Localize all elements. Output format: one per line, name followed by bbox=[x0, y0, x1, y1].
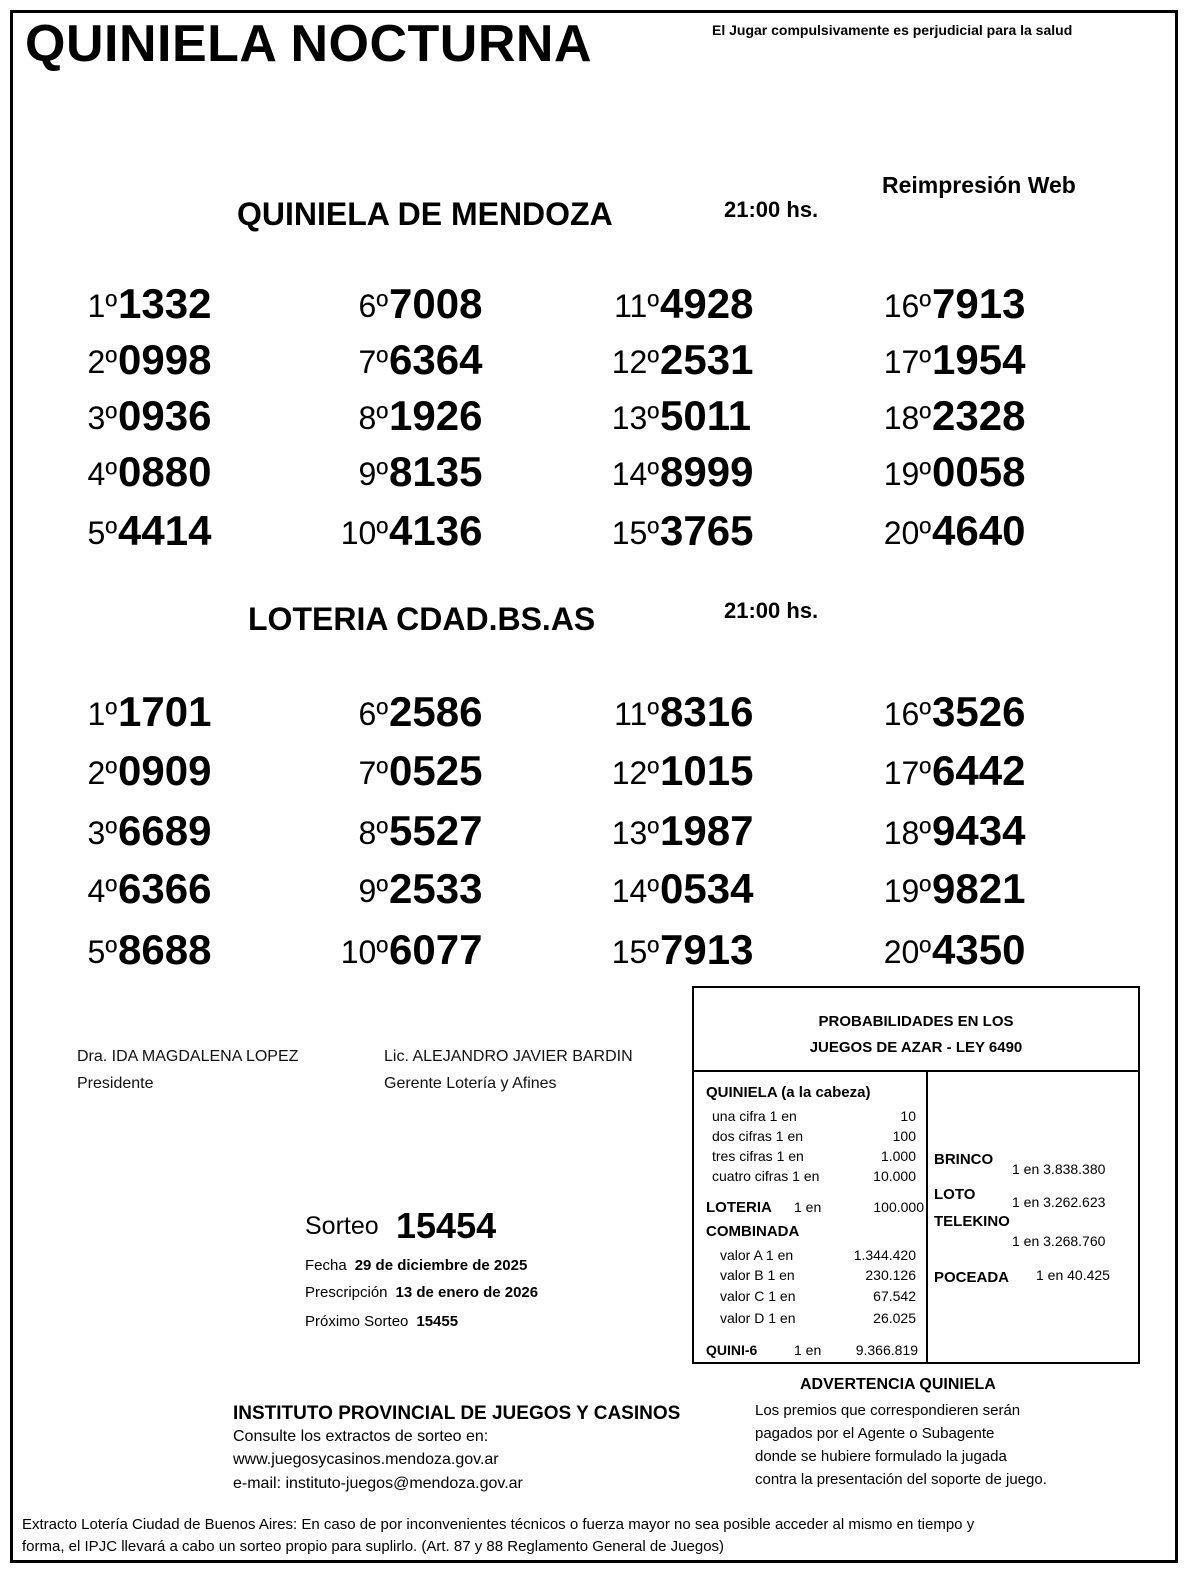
sorteo-number: 15454 bbox=[396, 1205, 497, 1246]
result-number: 2586 bbox=[389, 688, 483, 735]
quini6-odds-label: QUINI-6 bbox=[706, 1342, 758, 1358]
result-number: 4414 bbox=[118, 507, 212, 554]
result-position: 7º bbox=[358, 755, 388, 791]
result-position: 12º bbox=[611, 344, 659, 380]
result-position: 20º bbox=[883, 934, 931, 970]
brinco-odds-label: BRINCO bbox=[934, 1151, 994, 1168]
combinada-odds-row-value: 1.344.420 bbox=[853, 1247, 916, 1263]
result-number: 0525 bbox=[389, 747, 483, 794]
loteria-odds-label: LOTERIA bbox=[706, 1199, 772, 1216]
footer-note-line-2: forma, el IPJC llevará a cabo un sorteo propio para suplirlo. (Art. 87 y 88 Reglamento General de Juegos) bbox=[22, 1538, 725, 1555]
combinada-odds-row-value: 67.542 bbox=[873, 1288, 916, 1304]
brinco-odds-value: 1 en 3.838.380 bbox=[1012, 1161, 1106, 1177]
result-number: 6442 bbox=[932, 747, 1026, 794]
combinada-odds-row-label: valor C 1 en bbox=[720, 1288, 796, 1304]
draw-title-buenos-aires: LOTERIA CDAD.BS.AS bbox=[248, 601, 596, 637]
result-position: 17º bbox=[883, 344, 931, 380]
result-position: 2º bbox=[87, 755, 117, 791]
sorteo-label: Sorteo bbox=[305, 1212, 379, 1240]
draw-title-mendoza: QUINIELA DE MENDOZA bbox=[237, 196, 613, 232]
result-position: 12º bbox=[611, 755, 659, 791]
advertencia-line: Los premios que correspondieren serán bbox=[755, 1402, 1021, 1419]
reprint-label: Reimpresión Web bbox=[882, 172, 1076, 198]
result-position: 4º bbox=[87, 873, 117, 909]
probabilities-header bbox=[694, 988, 1138, 1072]
next-draw-value: 15455 bbox=[416, 1313, 459, 1330]
result-number: 4136 bbox=[389, 507, 483, 554]
next-draw-label: Próximo Sorteo bbox=[305, 1313, 409, 1330]
poceada-odds-label: POCEADA bbox=[934, 1269, 1010, 1286]
result-position: 11º bbox=[614, 696, 659, 732]
quiniela-odds-row-value: 100 bbox=[892, 1128, 916, 1144]
result-position: 14º bbox=[611, 456, 659, 492]
result-position: 6º bbox=[358, 696, 388, 732]
result-number: 7913 bbox=[660, 926, 754, 973]
result-position: 8º bbox=[358, 815, 388, 851]
advertencia-line: pagados por el Agente o Subagente bbox=[755, 1425, 995, 1442]
result-position: 19º bbox=[883, 873, 931, 909]
quiniela-odds-row-value: 10 bbox=[900, 1108, 916, 1124]
prescription-label: Prescripción bbox=[305, 1284, 388, 1301]
result-number: 1701 bbox=[118, 688, 212, 735]
result-number: 0998 bbox=[118, 336, 212, 383]
institute-website: www.juegosycasinos.mendoza.gov.ar bbox=[233, 1451, 499, 1468]
institute-name: INSTITUTO PROVINCIAL DE JUEGOS Y CASINOS bbox=[233, 1403, 681, 1424]
result-number: 4350 bbox=[932, 926, 1026, 973]
result-position: 8º bbox=[358, 400, 388, 436]
draw-date-value: 29 de diciembre de 2025 bbox=[354, 1257, 528, 1274]
probabilities-column-divider bbox=[926, 1072, 928, 1364]
result-number: 0909 bbox=[118, 747, 212, 794]
result-number: 0936 bbox=[118, 392, 212, 439]
result-position: 16º bbox=[883, 696, 931, 732]
result-number: 7008 bbox=[389, 280, 483, 327]
result-position: 13º bbox=[611, 815, 659, 851]
result-number: 0058 bbox=[932, 448, 1026, 495]
result-position: 3º bbox=[87, 815, 117, 851]
result-position: 20º bbox=[883, 515, 931, 551]
loto-odds-label: LOTO bbox=[934, 1186, 976, 1203]
result-position: 17º bbox=[883, 755, 931, 791]
loteria-odds-value: 100.000 bbox=[873, 1199, 924, 1215]
combinada-odds-row-value: 230.126 bbox=[865, 1267, 916, 1283]
result-number: 0880 bbox=[118, 448, 212, 495]
result-number: 4640 bbox=[932, 507, 1026, 554]
signature-left-role: Presidente bbox=[77, 1075, 154, 1092]
result-number: 1954 bbox=[932, 336, 1026, 383]
combinada-odds-row-value: 26.025 bbox=[873, 1310, 916, 1326]
result-position: 3º bbox=[87, 400, 117, 436]
result-number: 4928 bbox=[660, 280, 754, 327]
result-number: 8316 bbox=[660, 688, 754, 735]
quiniela-odds-row-value: 1.000 bbox=[880, 1148, 916, 1164]
result-number: 6689 bbox=[118, 807, 212, 854]
quiniela-odds-row-label: dos cifras 1 en bbox=[712, 1128, 804, 1144]
quiniela-odds-row-value: 10.000 bbox=[873, 1168, 916, 1184]
quiniela-odds-title: QUINIELA (a la cabeza) bbox=[706, 1084, 871, 1101]
result-position: 18º bbox=[883, 815, 931, 851]
prescription-value: 13 de enero de 2026 bbox=[395, 1284, 539, 1301]
draw-date-label: Fecha bbox=[305, 1257, 347, 1274]
combinada-odds-row-label: valor A 1 en bbox=[720, 1247, 794, 1263]
result-position: 1º bbox=[87, 696, 117, 732]
result-position: 10º bbox=[340, 934, 388, 970]
result-position: 9º bbox=[358, 456, 388, 492]
result-number: 2328 bbox=[932, 392, 1026, 439]
combinada-odds-row-label: valor B 1 en bbox=[720, 1267, 795, 1283]
result-number: 3526 bbox=[932, 688, 1026, 735]
result-number: 9434 bbox=[932, 807, 1026, 854]
result-position: 7º bbox=[358, 344, 388, 380]
result-number: 6366 bbox=[118, 865, 212, 912]
footer-note-line-1: Extracto Lotería Ciudad de Buenos Aires: En caso de por inconvenientes técnicos o fuerza mayor no sea posible acceder al mismo en tiempo y bbox=[22, 1516, 975, 1533]
result-position: 18º bbox=[883, 400, 931, 436]
institute-line-1: Consulte los extractos de sorteo en: bbox=[233, 1428, 489, 1445]
health-warning: El Jugar compulsivamente es perjudicial para la salud bbox=[712, 22, 1073, 38]
result-number: 5011 bbox=[660, 392, 752, 439]
result-position: 10º bbox=[340, 515, 388, 551]
result-position: 6º bbox=[358, 288, 388, 324]
signature-right-name: Lic. ALEJANDRO JAVIER BARDIN bbox=[384, 1048, 633, 1065]
result-number: 6077 bbox=[389, 926, 483, 973]
result-position: 15º bbox=[611, 934, 659, 970]
result-position: 15º bbox=[611, 515, 659, 551]
result-number: 9821 bbox=[932, 865, 1026, 912]
result-number: 6364 bbox=[389, 336, 483, 383]
result-number: 1926 bbox=[389, 392, 483, 439]
advertencia-line: contra la presentación del soporte de juego. bbox=[755, 1471, 1047, 1488]
combinada-odds-title: COMBINADA bbox=[706, 1223, 800, 1240]
result-position: 19º bbox=[883, 456, 931, 492]
draw-time-buenos-aires: 21:00 hs. bbox=[724, 598, 819, 623]
quini6-odds-text: 1 en bbox=[794, 1342, 822, 1358]
loto-odds-value: 1 en 3.262.623 bbox=[1012, 1194, 1106, 1210]
combinada-odds-row-label: valor D 1 en bbox=[720, 1310, 796, 1326]
prescription-date bbox=[305, 1284, 538, 1301]
result-number: 2531 bbox=[660, 336, 754, 383]
telekino-odds-label: TELEKINO bbox=[934, 1213, 1010, 1230]
result-number: 8999 bbox=[660, 448, 754, 495]
result-position: 5º bbox=[87, 515, 117, 551]
quiniela-odds-row-label: tres cifras 1 en bbox=[712, 1148, 804, 1164]
quini6-odds-value: 9.366.819 bbox=[855, 1342, 918, 1358]
result-number: 0534 bbox=[660, 865, 754, 912]
result-position: 11º bbox=[614, 288, 659, 324]
result-position: 1º bbox=[87, 288, 117, 324]
result-number: 7913 bbox=[932, 280, 1026, 327]
probabilities-title-line1: PROBABILIDADES EN LOS bbox=[818, 1013, 1014, 1030]
result-position: 16º bbox=[883, 288, 931, 324]
signature-left-name: Dra. IDA MAGDALENA LOPEZ bbox=[77, 1048, 299, 1065]
result-number: 5527 bbox=[389, 807, 483, 854]
result-position: 2º bbox=[87, 344, 117, 380]
page-title: QUINIELA NOCTURNA bbox=[25, 15, 592, 73]
draw-time-mendoza: 21:00 hs. bbox=[724, 197, 819, 222]
telekino-odds-value: 1 en 3.268.760 bbox=[1012, 1233, 1106, 1249]
result-number: 2533 bbox=[389, 865, 483, 912]
advertencia-line: donde se hubiere formulado la jugada bbox=[755, 1448, 1007, 1465]
result-position: 5º bbox=[87, 934, 117, 970]
probabilities-title-line2: JUEGOS DE AZAR - LEY 6490 bbox=[809, 1039, 1023, 1056]
result-number: 1015 bbox=[660, 747, 754, 794]
signature-right-role: Gerente Lotería y Afines bbox=[384, 1075, 557, 1092]
institute-email: e-mail: instituto-juegos@mendoza.gov.ar bbox=[233, 1475, 523, 1492]
result-number: 3765 bbox=[660, 507, 754, 554]
result-number: 8135 bbox=[389, 448, 483, 495]
quiniela-odds-row-label: cuatro cifras 1 en bbox=[712, 1168, 820, 1184]
result-position: 4º bbox=[87, 456, 117, 492]
probabilities-box bbox=[692, 986, 1140, 1364]
result-position: 13º bbox=[611, 400, 659, 436]
draw-date bbox=[305, 1257, 527, 1274]
quiniela-odds-row-label: una cifra 1 en bbox=[712, 1108, 797, 1124]
result-number: 8688 bbox=[118, 926, 212, 973]
result-position: 9º bbox=[358, 873, 388, 909]
poceada-odds-value: 1 en 40.425 bbox=[1036, 1267, 1110, 1283]
next-draw bbox=[305, 1313, 458, 1330]
result-position: 14º bbox=[611, 873, 659, 909]
result-number: 1332 bbox=[118, 280, 212, 327]
advertencia-title: ADVERTENCIA QUINIELA bbox=[800, 1376, 996, 1393]
result-number: 1987 bbox=[660, 807, 754, 854]
loteria-odds-text: 1 en bbox=[794, 1199, 822, 1215]
